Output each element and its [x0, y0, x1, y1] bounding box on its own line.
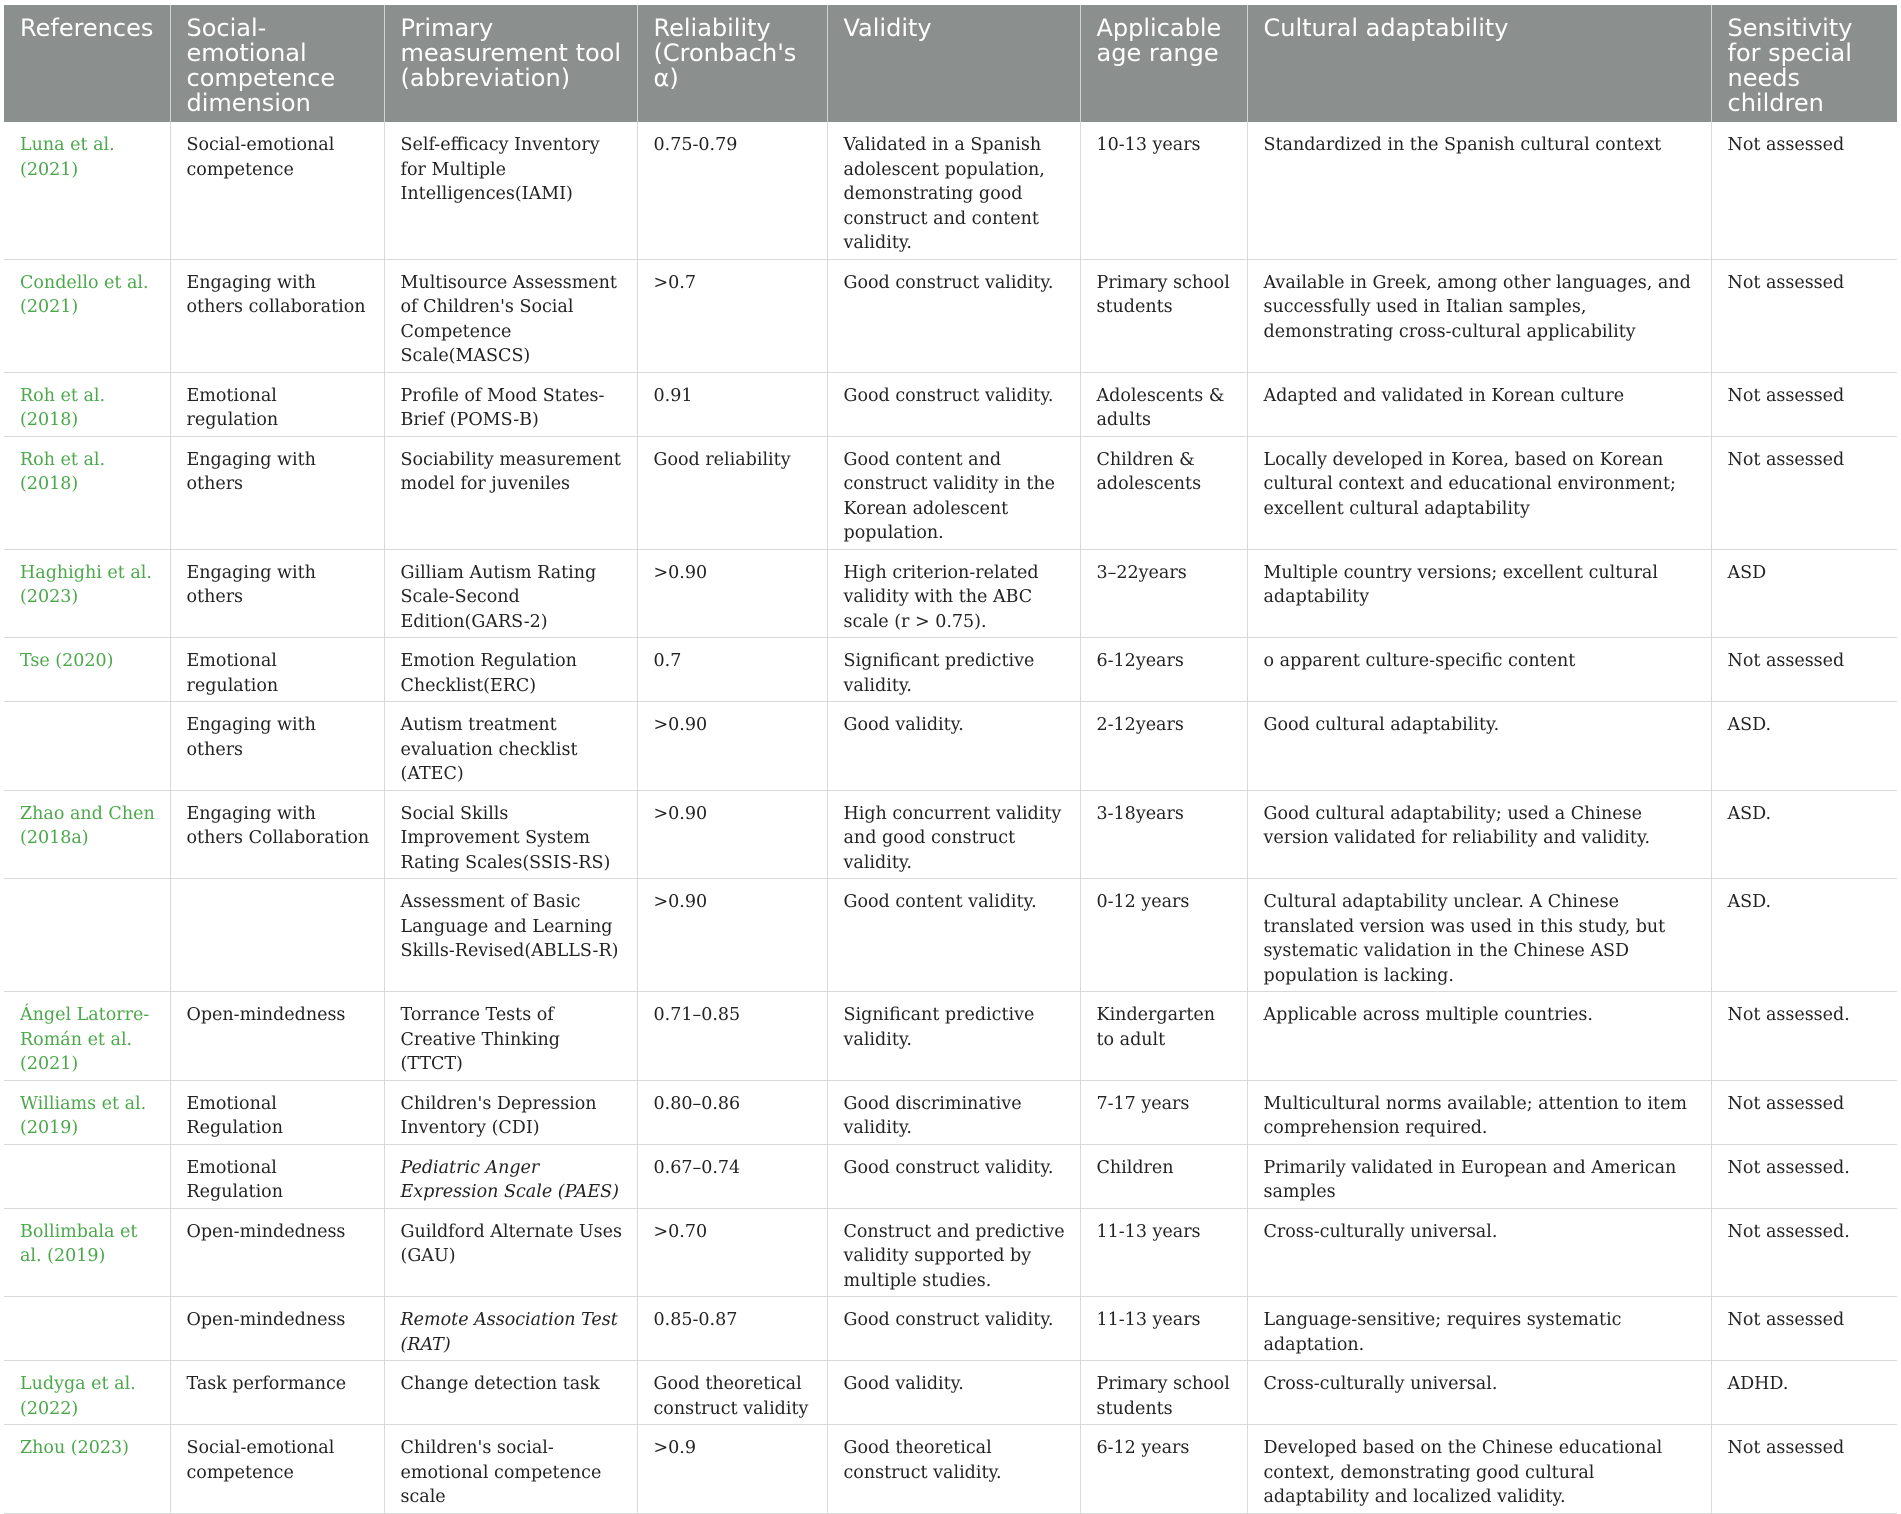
- table-row: [4, 259, 1897, 372]
- reliability-cell: 0.67–0.74: [637, 1144, 827, 1208]
- tool-cell: Children's social-emotional competence scale: [384, 1425, 637, 1514]
- validity-cell: Good content and construct validity in the Korean adolescent population.: [827, 436, 1080, 549]
- age-range-cell: 3-18years: [1080, 790, 1247, 879]
- table-row: [4, 638, 1897, 702]
- ref-cell: [4, 879, 170, 992]
- dimension-cell: Open-mindedness: [170, 1208, 384, 1297]
- dimension-cell: Engaging with others: [170, 702, 384, 791]
- validity-cell: Good validity.: [827, 702, 1080, 791]
- ref-cell: [4, 702, 170, 791]
- reliability-cell: Good theoretical construct validity: [637, 1361, 827, 1425]
- age-range-cell: Primary school students: [1080, 1361, 1247, 1425]
- cultural-adaptability-cell: Good cultural adaptability; used a Chinese version validated for reliability and validity.: [1247, 790, 1711, 879]
- table-row: [4, 1361, 1897, 1425]
- header-dimension: Social-emotional competence dimension: [170, 5, 384, 122]
- cultural-adaptability-cell: Available in Greek, among other languages, and successfully used in Italian samples, demonstrating cross-cultural applicability: [1247, 259, 1711, 372]
- age-range-cell: Children: [1080, 1144, 1247, 1208]
- table-row: [4, 549, 1897, 638]
- tool-cell: Guildford Alternate Uses (GAU): [384, 1208, 637, 1297]
- sensitivity-cell: Not assessed.: [1711, 1144, 1897, 1208]
- sensitivity-cell: Not assessed: [1711, 122, 1897, 259]
- cultural-adaptability-cell: Multicultural norms available; attention to item comprehension required.: [1247, 1080, 1711, 1144]
- tool-cell: Torrance Tests of Creative Thinking (TTCT): [384, 992, 637, 1081]
- tool-cell: Profile of Mood States-Brief (POMS-B): [384, 372, 637, 436]
- reliability-cell: 0.75-0.79: [637, 122, 827, 259]
- dimension-cell: Emotional Regulation: [170, 1080, 384, 1144]
- sensitivity-cell: Not assessed: [1711, 1080, 1897, 1144]
- tool-cell: Remote Association Test (RAT): [384, 1297, 637, 1361]
- tool-cell: Change detection task: [384, 1361, 637, 1425]
- age-range-cell: 6-12 years: [1080, 1425, 1247, 1514]
- tool-cell: Social Skills Improvement System Rating Scales(SSIS-RS): [384, 790, 637, 879]
- ref-cell[interactable]: Haghighi et al. (2023): [4, 549, 170, 638]
- reliability-cell: 0.91: [637, 372, 827, 436]
- ref-cell[interactable]: Zhou (2023): [4, 1425, 170, 1514]
- reliability-cell: >0.90: [637, 549, 827, 638]
- validity-cell: Validated in a Spanish adolescent population, demonstrating good construct and content validity.: [827, 122, 1080, 259]
- ref-cell[interactable]: Condello et al. (2021): [4, 259, 170, 372]
- reliability-cell: 0.80–0.86: [637, 1080, 827, 1144]
- reliability-cell: >0.7: [637, 259, 827, 372]
- ref-cell[interactable]: Roh et al. (2018): [4, 436, 170, 549]
- reliability-cell: Good reliability: [637, 436, 827, 549]
- reliability-cell: 0.7: [637, 638, 827, 702]
- reliability-cell: >0.9: [637, 1425, 827, 1514]
- table-row: [4, 1208, 1897, 1297]
- age-range-cell: Kindergarten to adult: [1080, 992, 1247, 1081]
- dimension-cell: Engaging with others: [170, 436, 384, 549]
- header-reliability: Reliability (Cronbach's α): [637, 5, 827, 122]
- validity-cell: High concurrent validity and good construct validity.: [827, 790, 1080, 879]
- validity-cell: Good construct validity.: [827, 1144, 1080, 1208]
- cultural-adaptability-cell: Developed based on the Chinese educational context, demonstrating good cultural adaptability and localized validity.: [1247, 1425, 1711, 1514]
- table-row: [4, 122, 1897, 259]
- ref-cell[interactable]: Roh et al. (2018): [4, 372, 170, 436]
- validity-cell: Good construct validity.: [827, 1297, 1080, 1361]
- cultural-adaptability-cell: Standardized in the Spanish cultural context: [1247, 122, 1711, 259]
- ref-cell[interactable]: Luna et al. (2021): [4, 122, 170, 259]
- cultural-adaptability-cell: Language-sensitive; requires systematic adaptation.: [1247, 1297, 1711, 1361]
- dimension-cell: Social-emotional competence: [170, 122, 384, 259]
- age-range-cell: 10-13 years: [1080, 122, 1247, 259]
- tool-cell: Autism treatment evaluation checklist (ATEC): [384, 702, 637, 791]
- ref-cell[interactable]: Ludyga et al. (2022): [4, 1361, 170, 1425]
- age-range-cell: 6-12years: [1080, 638, 1247, 702]
- cultural-adaptability-cell: Good cultural adaptability.: [1247, 702, 1711, 791]
- table-row: [4, 1425, 1897, 1514]
- cultural-adaptability-cell: Cross-culturally universal.: [1247, 1208, 1711, 1297]
- table-row: [4, 790, 1897, 879]
- ref-cell: [4, 1144, 170, 1208]
- tool-cell: Sociability measurement model for juveniles: [384, 436, 637, 549]
- ref-cell[interactable]: Tse (2020): [4, 638, 170, 702]
- sensitivity-cell: Not assessed.: [1711, 1208, 1897, 1297]
- table-row: [4, 1080, 1897, 1144]
- sensitivity-cell: Not assessed: [1711, 436, 1897, 549]
- sensitivity-cell: ASD.: [1711, 790, 1897, 879]
- ref-cell[interactable]: Williams et al. (2019): [4, 1080, 170, 1144]
- table-row: [4, 702, 1897, 791]
- dimension-cell: Engaging with others: [170, 549, 384, 638]
- dimension-cell: Engaging with others Collaboration: [170, 790, 384, 879]
- dimension-cell: Emotional regulation: [170, 638, 384, 702]
- validity-cell: Construct and predictive validity supported by multiple studies.: [827, 1208, 1080, 1297]
- table-row: [4, 992, 1897, 1081]
- age-range-cell: Children & adolescents: [1080, 436, 1247, 549]
- ref-cell[interactable]: Zhao and Chen (2018a): [4, 790, 170, 879]
- age-range-cell: 11-13 years: [1080, 1208, 1247, 1297]
- tool-cell: Assessment of Basic Language and Learning Skills-Revised(ABLLS-R): [384, 879, 637, 992]
- validity-cell: Good discriminative validity.: [827, 1080, 1080, 1144]
- header-tool: Primary measurement tool (abbreviation): [384, 5, 637, 122]
- age-range-cell: 7-17 years: [1080, 1080, 1247, 1144]
- tool-cell: Children's Depression Inventory (CDI): [384, 1080, 637, 1144]
- table-row: [4, 372, 1897, 436]
- dimension-cell: Open-mindedness: [170, 1297, 384, 1361]
- sensitivity-cell: Not assessed: [1711, 259, 1897, 372]
- header-references: References: [4, 5, 170, 122]
- validity-cell: Good validity.: [827, 1361, 1080, 1425]
- sensitivity-cell: ADHD.: [1711, 1361, 1897, 1425]
- header-row: [4, 5, 1897, 122]
- measurement-tools-table: [4, 5, 1897, 1514]
- header-age-range: Applicable age range: [1080, 5, 1247, 122]
- validity-cell: Good content validity.: [827, 879, 1080, 992]
- sensitivity-cell: ASD.: [1711, 702, 1897, 791]
- cultural-adaptability-cell: Applicable across multiple countries.: [1247, 992, 1711, 1081]
- cultural-adaptability-cell: Cross-culturally universal.: [1247, 1361, 1711, 1425]
- table-row: [4, 1297, 1897, 1361]
- table-row: [4, 1144, 1897, 1208]
- age-range-cell: 11-13 years: [1080, 1297, 1247, 1361]
- sensitivity-cell: ASD.: [1711, 879, 1897, 992]
- validity-cell: Significant predictive validity.: [827, 638, 1080, 702]
- dimension-cell: Emotional Regulation: [170, 1144, 384, 1208]
- reliability-cell: 0.71–0.85: [637, 992, 827, 1081]
- header-cultural-adaptability: Cultural adaptability: [1247, 5, 1711, 122]
- ref-cell[interactable]: Bollimbala et al. (2019): [4, 1208, 170, 1297]
- age-range-cell: 3–22years: [1080, 549, 1247, 638]
- tool-cell: Emotion Regulation Checklist(ERC): [384, 638, 637, 702]
- reliability-cell: 0.85-0.87: [637, 1297, 827, 1361]
- cultural-adaptability-cell: Cultural adaptability unclear. A Chinese translated version was used in this study, but systematic validation in the Chinese ASD population is lacking.: [1247, 879, 1711, 992]
- ref-cell: [4, 1297, 170, 1361]
- tool-cell: Self-efficacy Inventory for Multiple Intelligences(IAMI): [384, 122, 637, 259]
- validity-cell: Good theoretical construct validity.: [827, 1425, 1080, 1514]
- cultural-adaptability-cell: o apparent culture-specific content: [1247, 638, 1711, 702]
- table-row: [4, 436, 1897, 549]
- dimension-cell: Social-emotional competence: [170, 1425, 384, 1514]
- dimension-cell: Task performance: [170, 1361, 384, 1425]
- validity-cell: Good construct validity.: [827, 372, 1080, 436]
- sensitivity-cell: Not assessed.: [1711, 992, 1897, 1081]
- age-range-cell: 2-12years: [1080, 702, 1247, 791]
- sensitivity-cell: Not assessed: [1711, 638, 1897, 702]
- sensitivity-cell: ASD: [1711, 549, 1897, 638]
- ref-cell[interactable]: Ángel Latorre-Román et al. (2021): [4, 992, 170, 1081]
- sensitivity-cell: Not assessed: [1711, 1425, 1897, 1514]
- reliability-cell: >0.90: [637, 879, 827, 992]
- validity-cell: High criterion-related validity with the ABC scale (r > 0.75).: [827, 549, 1080, 638]
- validity-cell: Good construct validity.: [827, 259, 1080, 372]
- dimension-cell: [170, 879, 384, 992]
- reliability-cell: >0.90: [637, 702, 827, 791]
- reliability-cell: >0.90: [637, 790, 827, 879]
- sensitivity-cell: Not assessed: [1711, 1297, 1897, 1361]
- tool-cell: Pediatric Anger Expression Scale (PAES): [384, 1144, 637, 1208]
- header-validity: Validity: [827, 5, 1080, 122]
- age-range-cell: Adolescents & adults: [1080, 372, 1247, 436]
- tool-cell: Gilliam Autism Rating Scale-Second Edition(GARS-2): [384, 549, 637, 638]
- tool-cell: Multisource Assessment of Children's Social Competence Scale(MASCS): [384, 259, 637, 372]
- table-row: [4, 879, 1897, 992]
- validity-cell: Significant predictive validity.: [827, 992, 1080, 1081]
- cultural-adaptability-cell: Locally developed in Korea, based on Korean cultural context and educational environment; excellent cultural adaptability: [1247, 436, 1711, 549]
- age-range-cell: Primary school students: [1080, 259, 1247, 372]
- dimension-cell: Emotional regulation: [170, 372, 384, 436]
- dimension-cell: Engaging with others collaboration: [170, 259, 384, 372]
- dimension-cell: Open-mindedness: [170, 992, 384, 1081]
- age-range-cell: 0-12 years: [1080, 879, 1247, 992]
- header-sensitivity: Sensitivity for special needs children: [1711, 5, 1897, 122]
- cultural-adaptability-cell: Multiple country versions; excellent cultural adaptability: [1247, 549, 1711, 638]
- cultural-adaptability-cell: Adapted and validated in Korean culture: [1247, 372, 1711, 436]
- reliability-cell: >0.70: [637, 1208, 827, 1297]
- cultural-adaptability-cell: Primarily validated in European and American samples: [1247, 1144, 1711, 1208]
- sensitivity-cell: Not assessed: [1711, 372, 1897, 436]
